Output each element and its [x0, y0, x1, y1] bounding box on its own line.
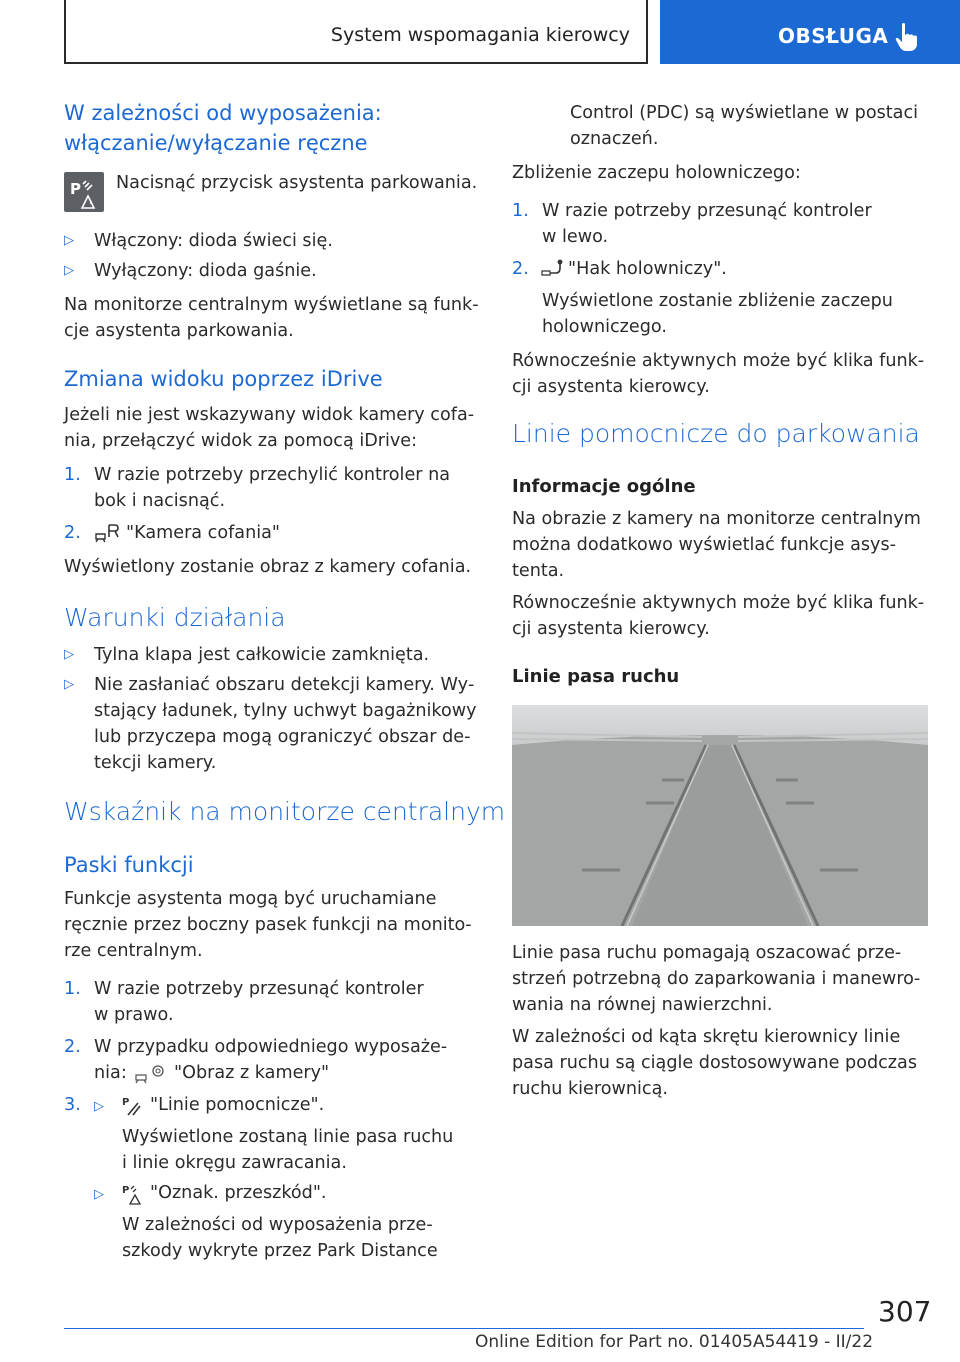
condition-camera-line2: stający ładunek, tylny uchwyt bagażnikowy — [94, 701, 477, 721]
function-bars-line1: Funkcje asystenta mogą być uruchamiane — [64, 889, 437, 909]
condition-camera-line3: lub przyczepa mogą ograniczyć obszar de‐ — [94, 727, 471, 747]
hstep2-tow-hitch-label: "Hak holowniczy". — [568, 259, 727, 279]
hstep1-line2: w lewo. — [542, 227, 609, 247]
simultaneous-line2: cji asystenta kierowcy. — [512, 377, 710, 397]
condition-tailgate: Tylna klapa jest całkowicie zamknięta. — [94, 645, 430, 665]
hstep1-line1: W razie potrzeby przesunąć kontroler — [542, 201, 872, 221]
fstep3-obstacle-label: "Oznak. przeszkód". — [150, 1183, 327, 1203]
parking-assistant-button-icon — [64, 172, 104, 212]
heading-equipment-line1: W zależności od wyposażenia: — [64, 101, 382, 125]
step-number: 2. — [512, 259, 529, 279]
fstep2-line2a: nia: — [94, 1063, 127, 1083]
svg-text:P: P — [70, 180, 81, 198]
obstacle-desc-line1: W zależności od wyposażenia prze‐ — [122, 1215, 433, 1235]
step1-line1: W razie potrzeby przechylić kontroler na — [94, 465, 451, 485]
bullet-triangle-icon: ▷ — [64, 233, 74, 248]
bullet-triangle-icon: ▷ — [64, 677, 74, 692]
step-number: 1. — [512, 201, 529, 221]
chapter-tab-label: OBSŁUGA — [778, 24, 889, 48]
bullet-led-off: Wyłączony: dioda gaśnie. — [94, 261, 317, 281]
heading-parking-lines: Linie pomocnicze do parkowania — [512, 419, 920, 448]
section-title: System wspomagania kierowcy — [330, 24, 630, 46]
guide-lines-desc-line2: i linie okręgu zawracania. — [122, 1153, 347, 1173]
step2-camera-label: "Kamera cofania" — [126, 523, 280, 543]
page-number: 307 — [878, 1295, 932, 1328]
chapter-tab — [660, 0, 960, 64]
camera-view-icon — [134, 1062, 168, 1086]
hitch-intro: Zbliżenie zaczepu holowniczego: — [512, 163, 801, 183]
hstep2-desc-line1: Wyświetlone zostanie zbliżenie zaczepu — [542, 291, 893, 311]
heading-equipment-line2: włączanie/wyłączanie ręczne — [64, 131, 368, 155]
condition-camera-line1: Nie zasłaniać obszaru detekcji kamery. Wy‐ — [94, 675, 475, 695]
obstacle-desc-line2: szkody wykryte przez Park Distance — [122, 1241, 438, 1261]
monitor-text-line2: cje asystenta parkowania. — [64, 321, 294, 341]
heading-lane-lines: Linie pasa ruchu — [512, 666, 680, 687]
step-number: 1. — [64, 465, 81, 485]
bullet-led-on: Włączony: dioda świeci się. — [94, 231, 333, 251]
fstep1-line2: w prawo. — [94, 1005, 174, 1025]
bullet-triangle-icon: ▷ — [64, 263, 74, 278]
lane-desc-line1: Linie pasa ruchu pomagają oszacować prze‐ — [512, 943, 902, 963]
bullet-triangle-icon: ▷ — [94, 1099, 104, 1114]
change-view-line2: nia, przełączyć widok za pomocą iDrive: — [64, 431, 418, 451]
pdc-line2: oznaczeń. — [570, 129, 659, 149]
bullet-triangle-icon: ▷ — [64, 647, 74, 662]
steering-line3: ruchu kierownicą. — [512, 1079, 668, 1099]
step1-line2: bok i nacisnąć. — [94, 491, 226, 511]
simultaneous2-line2: cji asystenta kierowcy. — [512, 619, 710, 639]
general-line1: Na obrazie z kamery na monitorze centralnym — [512, 509, 921, 529]
step-number: 2. — [64, 523, 81, 543]
guide-lines-icon — [122, 1095, 142, 1117]
guide-lines-desc-line1: Wyświetlone zostaną linie pasa ruchu — [122, 1127, 454, 1147]
lane-lines-illustration — [512, 705, 928, 926]
pdc-line1: Control (PDC) są wyświetlane w postaci — [570, 103, 919, 123]
condition-camera-line4: tekcji kamery. — [94, 753, 217, 773]
step-number: 1. — [64, 979, 81, 999]
function-bars-line3: rze centralnym. — [64, 941, 203, 961]
svg-text:P: P — [122, 1185, 130, 1196]
heading-change-view: Zmiana widoku poprzez iDrive — [64, 367, 383, 391]
header-section-box — [64, 0, 648, 64]
fstep3-guide-lines-label: "Linie pomocnicze". — [150, 1095, 325, 1115]
lane-desc-line2: strzeń potrzebną do zaparkowania i manewro‐ — [512, 969, 921, 989]
change-view-line1: Jeżeli nie jest wskazywany widok kamery cofa‐ — [64, 405, 475, 425]
heading-function-bars: Paski funkcji — [64, 853, 194, 877]
monitor-text-line1: Na monitorze centralnym wyświetlane są funk‐ — [64, 295, 479, 315]
svg-text:P: P — [122, 1097, 130, 1108]
rear-camera-icon — [94, 522, 120, 544]
simultaneous-line1: Równocześnie aktywnych może być klika funk‐ — [512, 351, 925, 371]
footer-edition: Online Edition for Part no. 01405A54419 - II/22 — [475, 1332, 874, 1352]
fstep1-line1: W razie potrzeby przesunąć kontroler — [94, 979, 424, 999]
bullet-triangle-icon: ▷ — [94, 1187, 104, 1202]
hstep2-desc-line2: holowniczego. — [542, 317, 667, 337]
simultaneous2-line1: Równocześnie aktywnych może być klika funk‐ — [512, 593, 925, 613]
general-line3: tenta. — [512, 561, 565, 581]
obstacle-marking-icon — [122, 1183, 142, 1205]
lane-desc-line3: wania na równej nawierzchni. — [512, 995, 773, 1015]
heading-conditions: Warunki działania — [64, 603, 286, 632]
steering-line1: W zależności od kąta skrętu kierownicy linie — [512, 1027, 901, 1047]
footer-rule — [64, 1328, 864, 1329]
pointing-hand-icon — [894, 22, 920, 52]
camera-shown-text: Wyświetlony zostanie obraz z kamery cofania. — [64, 557, 472, 577]
function-bars-line2: ręcznie przez boczny pasek funkcji na monito‐ — [64, 915, 472, 935]
fstep2-camera-view-label: "Obraz z kamery" — [174, 1063, 330, 1083]
heading-general-info: Informacje ogólne — [512, 476, 696, 497]
tow-hitch-icon — [540, 257, 566, 279]
fstep2-line1: W przypadku odpowiedniego wyposaże‐ — [94, 1037, 448, 1057]
general-line2: można dodatkowo wyświetlać funkcje asys‐ — [512, 535, 896, 555]
heading-indicator: Wskaźnik na monitorze centralnym — [64, 797, 506, 826]
step-number: 3. — [64, 1095, 81, 1115]
step-number: 2. — [64, 1037, 81, 1057]
steering-line2: pasa ruchu są ciągle dostosowywane podczas — [512, 1053, 917, 1073]
park-button-instruction: Nacisnąć przycisk asystenta parkowania. — [116, 173, 478, 193]
